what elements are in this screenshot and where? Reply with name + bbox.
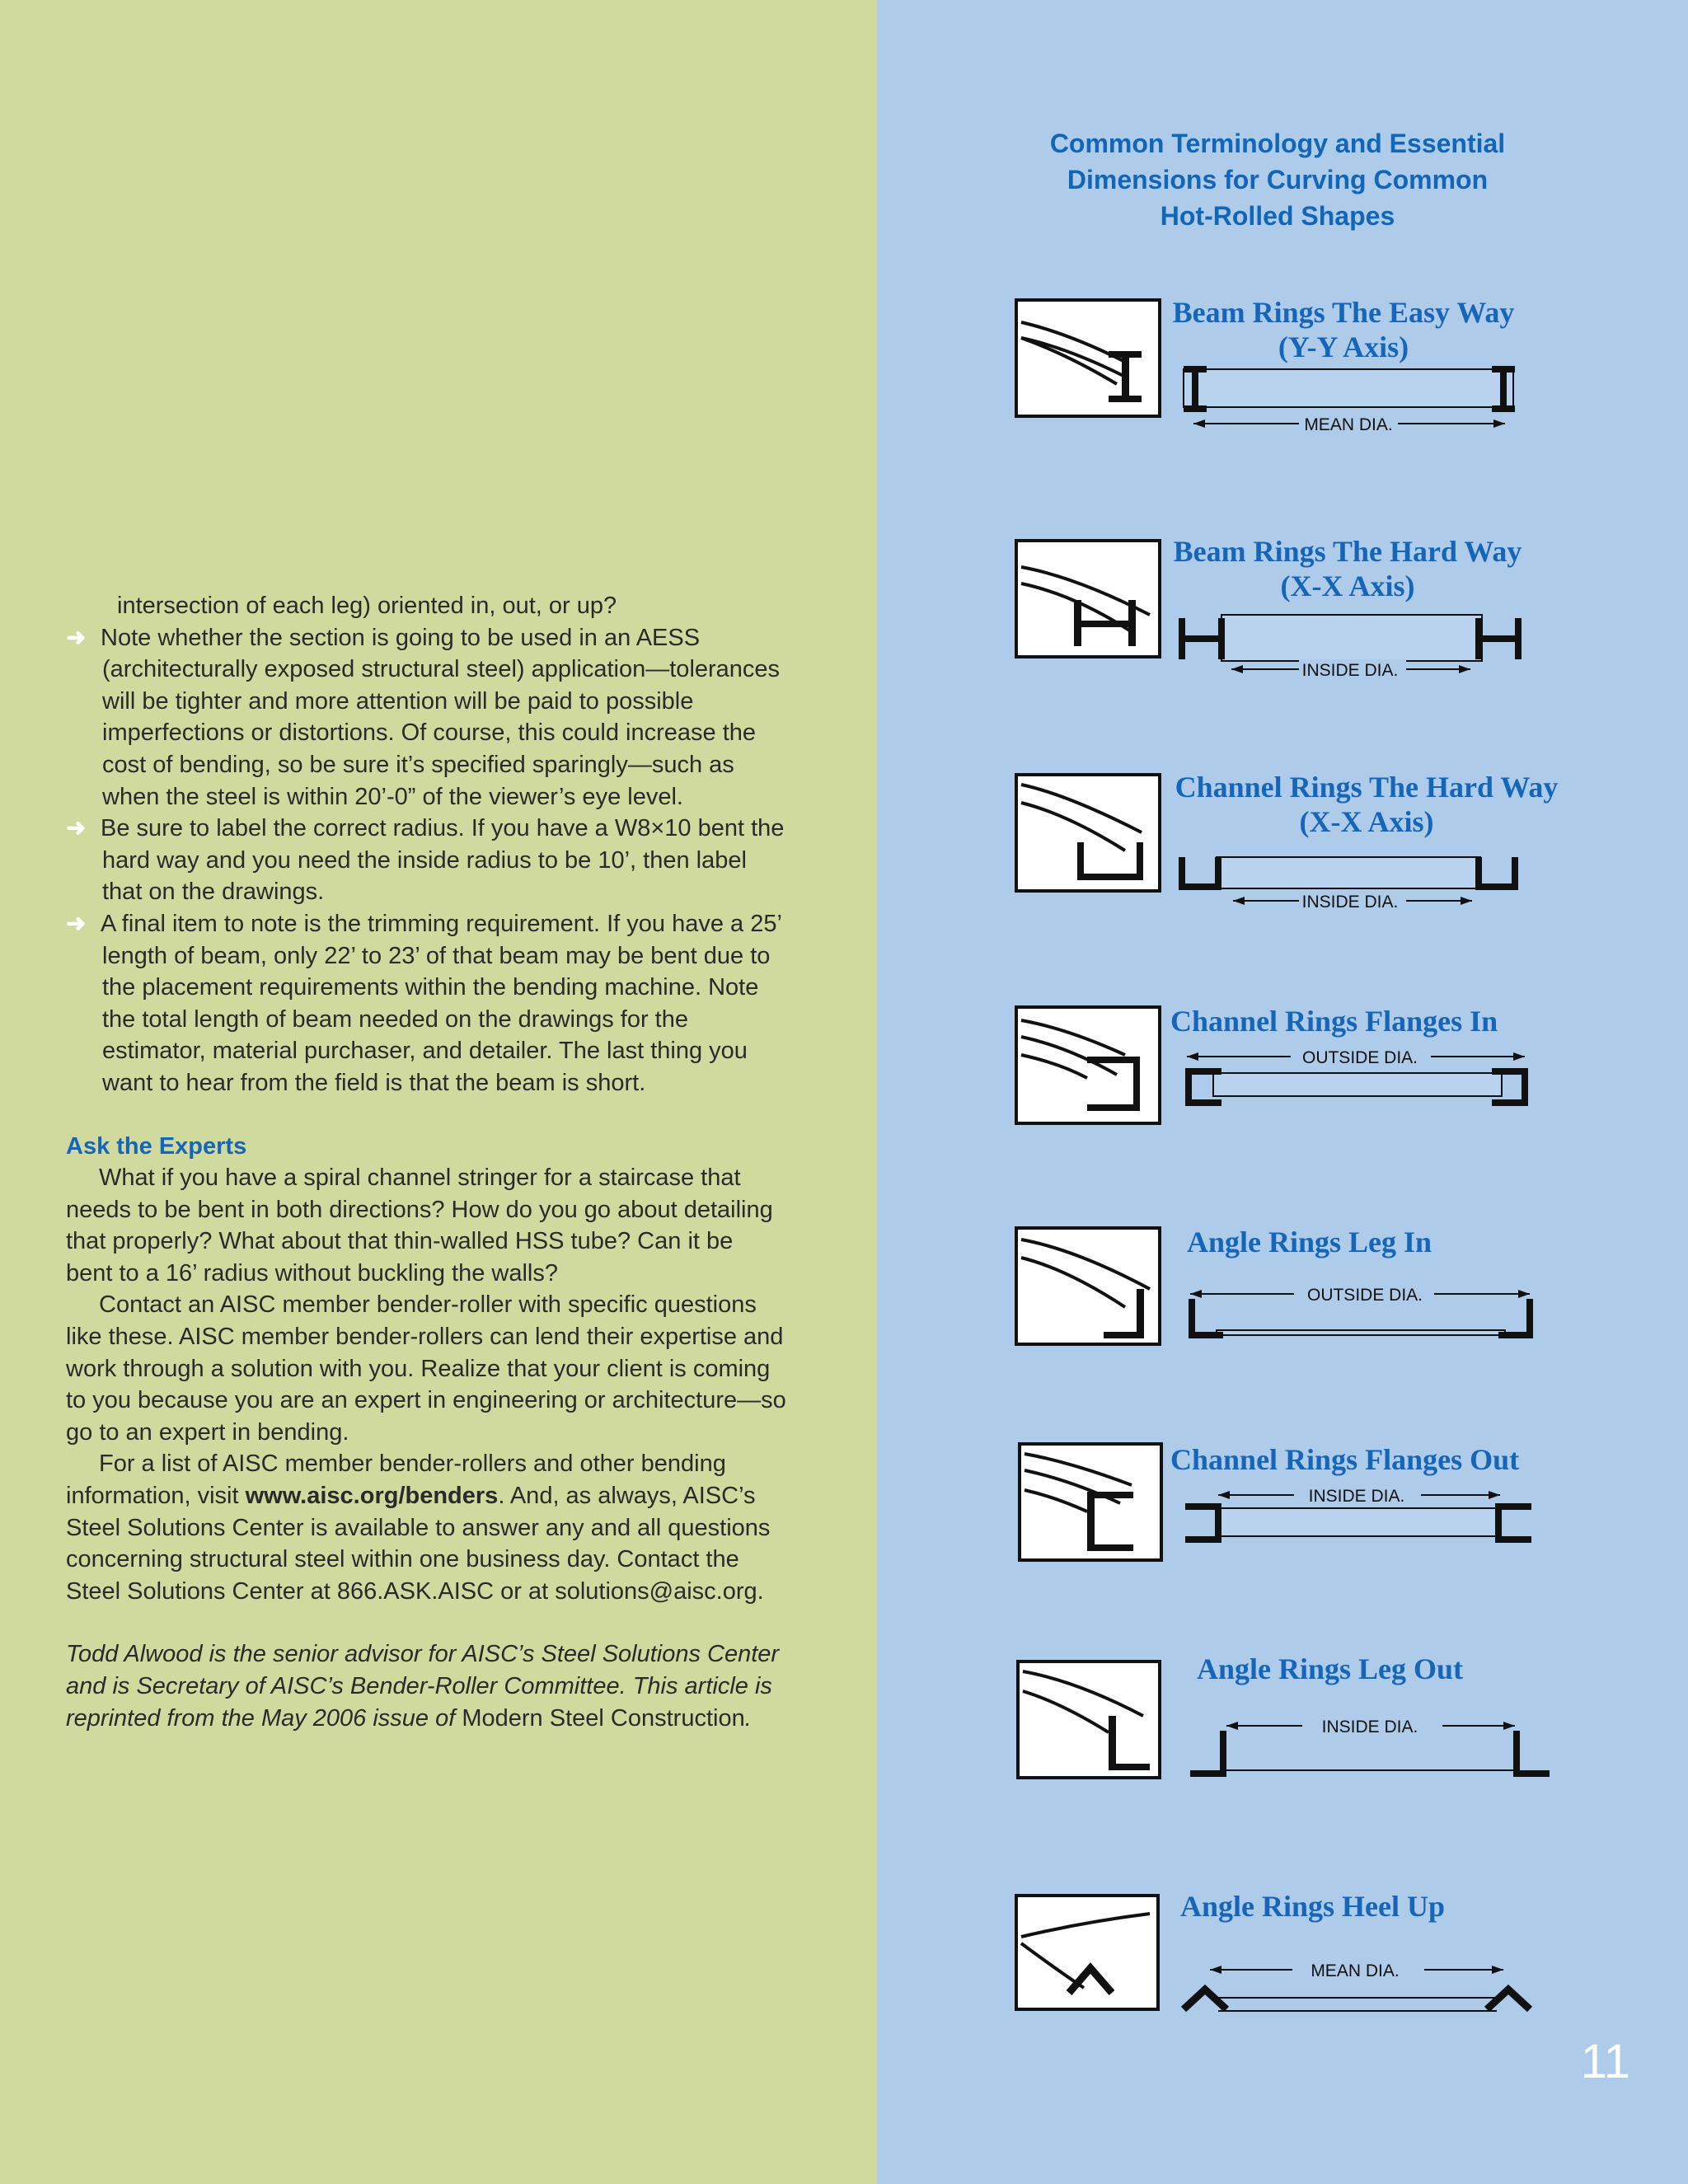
- beam-hard-way-label: Beam Rings The Hard Way (X-X Axis): [1173, 535, 1522, 602]
- beam-hard-way-diagram: [1175, 612, 1522, 694]
- paragraph-line: What if you have a spiral channel stringer for a staircase that: [99, 1165, 741, 1192]
- section-heading: Ask the Experts: [66, 1132, 247, 1160]
- arrow-bullet-icon: ➜: [66, 910, 87, 937]
- arrow-bullet-icon: ➜: [66, 624, 87, 651]
- beam-hard-way-thumbnail: [1015, 539, 1161, 658]
- bullet-item: ➜ A final item to note is the trimming requirement. If you have a 25’ length of beam, only 22’ to 23’ of that beam may be bent due to the placement requirements within the bending machine. Note the total length of beam needed on the drawings for the estimator, material purchaser, and detailer. The last thing you want to hear from the field is that the beam is short.: [66, 908, 808, 1099]
- channel-flanges-in-diagram: [1180, 1047, 1535, 1113]
- channel-flanges-out-thumbnail: [1018, 1442, 1163, 1562]
- channel-flanges-in-thumbnail: [1015, 1005, 1161, 1125]
- svg-text:MEAN DIA.: MEAN DIA.: [1311, 1961, 1400, 1980]
- svg-text:INSIDE DIA.: INSIDE DIA.: [1308, 1487, 1405, 1506]
- author-bio: Todd Alwood is the senior advisor for AISC’s Steel Solutions Center and is Secretary of AISC’s Bender-Roller Committee. This article is reprinted from the May 2006 issue of Modern Steel Construction.: [66, 1641, 780, 1732]
- continuation-line: intersection of each leg) oriented in, out, or up?: [117, 593, 617, 619]
- svg-text:OUTSIDE DIA.: OUTSIDE DIA.: [1301, 1048, 1418, 1067]
- beam-easy-way-diagram: [1175, 361, 1522, 435]
- beam-easy-way-label: Beam Rings The Easy Way (Y-Y Axis): [1172, 296, 1515, 363]
- paragraph-line: information, visit www.aisc.org/benders. And, as always, AISC’s: [66, 1483, 756, 1510]
- svg-text:MEAN DIA.: MEAN DIA.: [1304, 415, 1393, 434]
- angle-heel-up-diagram: [1180, 1958, 1543, 2024]
- angle-leg-out-thumbnail: [1016, 1660, 1161, 1779]
- article-column: intersection of each leg) oriented in, out, or up? ➜ Note whether the section is going to be used in an AESS (architecturally exposed structural steel) application—tolerances will be tighter and more attention will be paid to possible imperfections or distortions. Of course, this could increase the cost of bending, so be sure it’s specified sparingly—such as when the steel is within 20’-0” of the viewer’s eye level. ➜ Be sure to label the correct radius. If you have a W8×10 bent the hard way and you need the inside radius to be 10’, then label that on the drawings. ➜ A final item to note is the trimming requirement. If you have a 25’ length of beam, only 22’ to 23’ of that beam may be bent due to the placement requirements within the bending machine. Note the total length of beam needed on the drawings for the estimator, material purchaser, and detailer. The last thing you want to hear from the field is that the beam is short. Ask the Experts What if you have a spiral channel stringer for a staircase that needs to be bent in both directions? How do you go about detailing that properly? What about that thin-walled HSS tube? Can it be bent to a 16’ radius without buckling the walls? Contact an AISC member bender-roller with specific questions like these. AISC member bender-rollers can lend their expertise and work through a solution with you. Realize that your client is coming to you because you are an expert in engineering or architecture—so go to an expert in bending. For a list of AISC member bender-rollers and other bending information, visit www.aisc.org/benders. And, as always, AISC’s Steel Solutions Center is available to answer any and all questions concerning structural steel within one business day. Contact the Steel Solutions Center at 866.ASK.AISC or at solutions@aisc.org. Todd Alwood is the senior advisor for AISC’s Steel Solutions Center and is Secretary of AISC’s Bender-Roller Committee. This article is reprinted from the May 2006 issue of Modern Steel Construction.: [66, 590, 808, 1734]
- bullet-item: ➜ Be sure to label the correct radius. If you have a W8×10 bent the hard way and you need the inside radius to be 10’, then label that on the drawings.: [66, 813, 808, 908]
- svg-text:INSIDE DIA.: INSIDE DIA.: [1321, 1718, 1418, 1736]
- angle-leg-out-label: Angle Rings Leg Out: [1197, 1652, 1464, 1685]
- benders-link[interactable]: www.aisc.org/benders: [245, 1483, 499, 1510]
- paragraph-line: For a list of AISC member bender-rollers and other bending: [99, 1451, 726, 1478]
- svg-text:OUTSIDE DIA.: OUTSIDE DIA.: [1306, 1286, 1423, 1305]
- sidebar-title: Common Terminology and Essential Dimensions for Curving Common Hot-Rolled Shapes: [1049, 129, 1506, 231]
- publication-name: Modern Steel Construction: [462, 1704, 745, 1732]
- channel-hard-way-thumbnail: [1015, 773, 1161, 893]
- angle-leg-out-diagram: [1187, 1714, 1558, 1788]
- bullet-item: ➜ Note whether the section is going to be used in an AESS (architecturally exposed structural steel) application—tolerances will be tighter and more attention will be paid to possible imperfections or distortions. Of course, this could increase the cost of bending, so be sure it’s specified sparingly—such as when the steel is within 20’-0” of the viewer’s eye level.: [66, 622, 808, 813]
- svg-text:INSIDE DIA.: INSIDE DIA.: [1301, 893, 1399, 912]
- angle-heel-up-label: Angle Rings Heel Up: [1180, 1890, 1446, 1923]
- angle-leg-in-diagram: [1184, 1282, 1538, 1348]
- angle-heel-up-thumbnail: [1015, 1894, 1160, 2011]
- channel-hard-way-diagram: [1175, 854, 1522, 936]
- svg-text:INSIDE DIA.: INSIDE DIA.: [1301, 661, 1399, 680]
- arrow-bullet-icon: ➜: [66, 815, 87, 842]
- angle-leg-in-label: Angle Rings Leg In: [1187, 1226, 1432, 1258]
- page-number: 11: [1580, 2035, 1630, 2088]
- paragraph-line: Contact an AISC member bender-roller with specific questions: [99, 1291, 757, 1319]
- channel-hard-way-label: Channel Rings The Hard Way (X-X Axis): [1175, 771, 1559, 838]
- channel-flanges-in-label: Channel Rings Flanges In: [1170, 1005, 1498, 1038]
- angle-leg-in-thumbnail: [1015, 1226, 1161, 1346]
- channel-flanges-out-diagram: [1179, 1483, 1541, 1549]
- channel-flanges-out-label: Channel Rings Flanges Out: [1170, 1443, 1520, 1476]
- beam-easy-way-thumbnail: [1015, 298, 1161, 418]
